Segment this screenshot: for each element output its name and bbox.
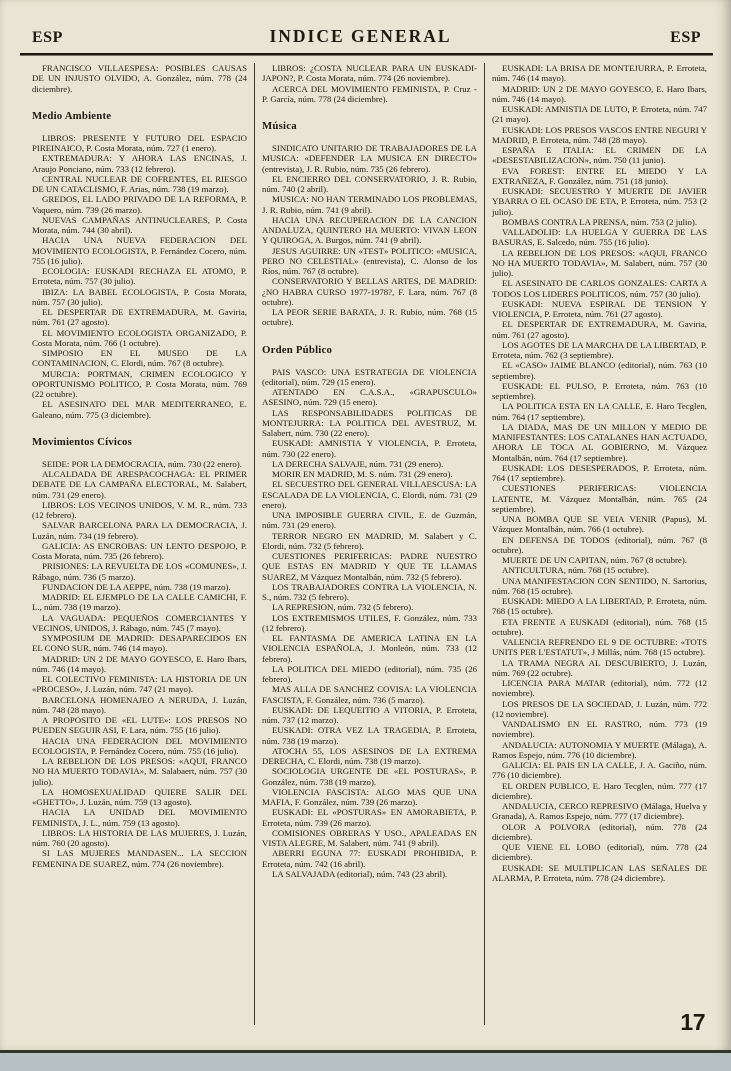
index-entry: PAIS VASCO: UNA ESTRATEGIA DE VIOLENCIA (editorial), núm. 729 (15 enero). (262, 366, 477, 387)
index-entry: LA REPRESION, núm. 732 (5 febrero). (272, 602, 414, 613)
index-columns (32, 63, 707, 1025)
index-entry: VANDALISMO EN EL RASTRO, núm. 773 (19 noviembre). (492, 719, 707, 740)
page-title: INDICE GENERAL (269, 26, 452, 46)
index-entry: LICENCIA PARA MATAR (editorial), núm. 772 (12 noviembre). (492, 678, 707, 699)
index-entry: EL ORDEN PUBLICO, E. Haro Tecglen, núm. 777 (17 diciembre). (492, 780, 707, 801)
index-entry: LIBROS: LA HISTORIA DE LAS MUJERES, J. Luzán, núm. 760 (20 agosto). (32, 827, 247, 848)
index-entry: EL FANTASMA DE AMERICA LATINA EN LA VIOLENCIA ESPAÑOLA, J. Monleón, núm. 733 (12 febrero). (262, 633, 477, 664)
index-entry: COMISIONES OBRERAS Y USO., APALEADAS EN VISTA ALEGRE, M. Salabert, núm. 741 (9 abril). (262, 827, 477, 848)
index-entry: IBIZA: LA BABEL ECOLOGISTA, P. Costa Morata, núm. 757 (30 julio). (32, 286, 247, 307)
index-entry: BOMBAS CONTRA LA PRENSA, núm. 753 (2 julio). (502, 216, 698, 227)
index-entry: EL MOVIMIENTO ECOLOGISTA ORGANIZADO, P. Costa Morata, núm. 766 (1 octubre). (32, 327, 247, 348)
index-entry: EUSKADI: LA BRISA DE MONTEJURRA, P. Erroteta, núm. 746 (14 mayo). (492, 63, 707, 84)
index-entry: MADRID: UN 2 DE MAYO GOYESCO, E. Haro Ibars, núm. 746 (14 mayo). (32, 653, 247, 674)
index-entry: LA TRAMA NEGRA AL DESCUBIERTO, J. Luzán, núm. 769 (22 octubre). (492, 657, 707, 678)
index-entry: EUSKADI: EL PULSO, P. Erroteta, núm. 763 (10 septiembre). (492, 380, 707, 401)
page-number: 17 (680, 1009, 705, 1035)
index-entry: GREDOS, EL LADO PRIVADO DE LA REFORMA, P. Vaquero, núm. 739 (26 marzo). (32, 194, 247, 215)
index-entry: EN DEFENSA DE TODOS (editorial), núm. 767 (8 octubre). (492, 534, 707, 555)
index-entry: EL «CASO» JAIME BLANCO (editorial), núm. 763 (10 septiembre). (492, 360, 707, 381)
index-entry: MURCIA: PORTMAN, CRIMEN ECOLOGICO Y OPORTUNISMO POLITICO, P. Costa Morata, núm. 769 (22 octubre). (32, 368, 247, 399)
index-entry: LA PEOR SERIE BARATA, J. R. Rubio, núm. 768 (15 octubre). (262, 307, 477, 328)
index-entry: LA SALVAJADA (editorial), núm. 743 (23 abril). (272, 868, 448, 879)
index-entry: LA DIADA, MAS DE UN MILLON Y MEDIO DE MANIFESTANTES: LOS CATALANES HAN ACTUADO, AHORA LE TOCA AL GOBIERNO, M. Vázquez Montalbán, núm. 764 (17 septiembre). (492, 421, 707, 463)
index-entry: TERROR NEGRO EN MADRID, M. Salabert y C. Elordi, núm. 732 (5 febrero). (262, 530, 477, 551)
index-entry: EL DESPERTAR DE EXTREMADURA, M. Gaviria, núm. 761 (27 agosto). (492, 319, 707, 340)
index-entry: EUSKADI: AMNISTIA Y VIOLENCIA, P. Erroteta, núm. 730 (22 enero). (262, 438, 477, 459)
section-heading: Movimientos Cívicos (32, 435, 133, 448)
section-heading: Medio Ambiente (32, 109, 112, 122)
index-entry: SI LAS MUJERES MANDASEN... LA SECCION FEMENINA DE SUAREZ, núm. 774 (26 noviembre). (32, 848, 247, 869)
index-entry: VALLADOLID: LA HUELGA Y GUERRA DE LAS BASURAS, E. Salcedo, núm. 755 (16 julio). (492, 227, 707, 248)
index-entry: UNA MANIFESTACION CON SENTIDO, N. Sartorius, núm. 768 (15 octubre). (492, 575, 707, 596)
index-entry: LOS PRESOS DE LA SOCIEDAD, J. Luzán, núm. 772 (12 noviembre). (492, 698, 707, 719)
index-entry: HACIA UNA RECUPERACION DE LA CANCION ANDALUZA, QUINTERO HA MUERTO: VIVAN LEON Y QUIROGA, A. Burgos, núm. 741 (9 abril). (262, 214, 477, 246)
index-entry: LIBROS: PRESENTE Y FUTURO DEL ESPACIO PIREINAICO, P. Costa Morata, núm. 727 (1 enero). (32, 132, 247, 153)
index-entry: ACERCA DEL MOVIMIENTO FEMINISTA, P. Cruz - P. García, núm. 778 (24 diciembre). (262, 83, 477, 104)
index-entry: ALCALDADA DE ARESPACOCHAGA: EL PRIMER DEBATE DE LA CAMPAÑA ELECTORAL, M. Salabert, núm. 731 (29 enero). (32, 469, 247, 500)
index-entry: HACIA UNA FEDERACION DEL MOVIMIENTO ECOLOGISTA, P. Fernández Cocero, núm. 755 (16 julio). (32, 735, 247, 756)
index-entry: LA REBELION DE LOS PRESOS: «AQUI, FRANCO NO HA MUERTO TODAVIA», M. Salabert, núm. 757 (30 julio). (492, 247, 707, 278)
section-heading: Música (262, 120, 297, 132)
index-entry: LA POLITICA DEL MIEDO (editorial), núm. 735 (26 febrero). (262, 663, 477, 684)
index-entry: EUSKADI: OTRA VEZ LA TRAGEDIA, P. Erroteta, núm. 738 (19 marzo). (262, 725, 477, 746)
index-entry: LAS RESPONSABILIDADES POLITICAS DE MONTEJURRA: LA POLITICA DEL AVESTRUZ, M. Salabert, núm. 730 (22 enero). (262, 407, 477, 438)
index-entry: EVA FOREST: ENTRE EL MIEDO Y LA EXTRAÑEZA, F. González, núm. 751 (18 junio). (492, 165, 707, 186)
index-entry: ESPAÑA E ITALIA: EL CRIMEN DE LA «DESESTABILIZACION», núm. 750 (11 junio). (492, 145, 707, 166)
scan-background-strip (0, 1050, 731, 1071)
index-entry: SYMPOSIUM DE MADRID: DESAPARECIDOS EN EL CONO SUR, núm. 746 (14 mayo). (32, 633, 247, 654)
index-entry: EUSKADI: AMNISTIA DE LUTO, P. Erroteta, núm. 747 (21 mayo). (492, 104, 707, 125)
index-entry: UNA IMPOSIBLE GUERRA CIVIL, E. de Guzmán, núm. 731 (29 enero). (262, 510, 477, 531)
index-entry: ANDALUCIA, CERCO REPRESIVO (Málaga, Huelva y Granada), A. Ramos Espejo, núm. 777 (17 diciembre). (492, 801, 707, 822)
index-entry: LIBROS: LOS VECINOS UNIDOS, V. M. R., núm. 733 (12 febrero). (32, 499, 247, 520)
index-entry: MORIR EN MADRID, M. S. núm. 731 (29 enero). (272, 469, 453, 479)
index-entry: MADRID: EL EJEMPLO DE LA CALLE CAMICHI, F. L., núm. 738 (19 marzo). (32, 592, 247, 613)
index-entry: EL COLECTIVO FEMINISTA: LA HISTORIA DE UN «PROCESO», J. Luzán, núm. 747 (21 mayo). (32, 674, 247, 695)
header-rule (20, 53, 713, 56)
index-entry: HACIA LA UNIDAD DEL MOVIMIENTO FEMINISTA, J. L., núm. 759 (13 agosto). (32, 807, 247, 828)
index-entry: EUSKADI: SE MULTIPLICAN LAS SEÑALES DE ALARMA, P. Erroteta, núm. 778 (24 diciembre). (492, 862, 707, 883)
index-entry: LA VAGUADA: PEQUEÑOS COMERCIANTES Y VECINOS, UNIDOS, J. Rábago, núm. 745 (7 mayo). (32, 612, 247, 633)
index-entry: EL DESPERTAR DE EXTREMADURA, M. Gaviria, núm. 761 (27 agosto). (32, 307, 247, 328)
index-column-2 (255, 63, 484, 1025)
index-entry: GALICIA: EL PAIS EN LA CALLE, J. A. Gaciño, núm. 776 (10 diciembre). (492, 760, 707, 781)
column-divider (254, 63, 255, 1025)
index-entry: EUSKADI: DE LEQUEITIO A VITORIA, P. Erroteta, núm. 737 (12 marzo). (262, 704, 477, 725)
index-entry: MUSICA: NO HAN TERMINADO LOS PROBLEMAS, J. R. Rubio, núm. 741 (9 abril). (262, 194, 477, 215)
index-entry: BARCELONA HOMENAJEO A NERUDA, J. Luzán, núm. 748 (28 mayo). (32, 694, 247, 715)
index-entry: ATENTADO EN C.A.S.A., «GRAPUSCULO» ASESINO, núm. 729 (15 enero). (262, 387, 477, 408)
index-entry: CENTRAL NUCLEAR DE COFRENTES, EL RIESGO DE UN CATACLISMO, F. Arias, núm. 738 (19 marzo). (32, 173, 247, 194)
column-divider (484, 63, 485, 1025)
index-entry: EUSKADI: EL «POSTURAS» EN AMORABIETA, P. Erroteta, núm. 739 (26 marzo). (262, 807, 477, 828)
index-entry: MUERTE DE UN CAPITAN, núm. 767 (8 octubre). (502, 555, 687, 565)
index-entry: OLOR A POLVORA (editorial), núm. 778 (24 diciembre). (492, 821, 707, 842)
index-entry: SALVAR BARCELONA PARA LA DEMOCRACIA, J. Luzán, núm. 734 (19 febrero). (32, 520, 247, 541)
header-left-label: ESP (32, 29, 63, 46)
index-entry: LA DERECHA SALVAJE, núm. 731 (29 enero). (272, 458, 444, 469)
index-entry: JESUS AGUIRRE: UN «TEST» POLITICO: «MUSICA, PERO NO CELESTIAL» (entrevista), C. Alonso de los Ríos, núm. 767 (8 octubre). (262, 245, 477, 276)
index-entry: VALENCIA REFRENDO EL 9 DE OCTUBRE: «TOTS UNITS PER L'ESTATUT», J Millás, núm. 768 (15 octubre). (492, 637, 707, 658)
index-entry: VIOLENCIA FASCISTA: ALGO MAS QUE UNA MAFIA, F. González, núm. 739 (26 marzo). (262, 786, 477, 807)
header-right-label: ESP (670, 29, 701, 46)
index-entry: LA HOMOSEXUALIDAD QUIERE SALIR DEL «GHETTO», J. Luzán, núm. 759 (13 agosto). (32, 786, 247, 807)
section-heading: Orden Público (262, 343, 333, 356)
index-entry: LA REBELION DE LOS PRESOS: «AQUI, FRANCO NO HA MUERTO TODAVIA», M. Salabaert, núm. 757 (30 julio). (32, 756, 247, 787)
index-entry: EL ASESINATO DE CARLOS GONZALES: CARTA A TODOS LOS LIDERES POLITICOS, núm. 757 (30 julio). (492, 278, 707, 299)
index-entry: EUSKADI: MIEDO A LA LIBERTAD, P. Erroteta, núm. 768 (15 octubre). (492, 596, 707, 617)
index-entry: A PROPOSITO DE «EL LUTE»: LOS PRESOS NO PUEDEN SEGUIR ASI, F. Lara, núm. 755 (16 julio). (32, 715, 247, 736)
index-entry: LA POLITICA ESTA EN LA CALLE, E. Haro Tecglen, núm. 764 (17 septiembre). (492, 401, 707, 422)
index-entry: GALICIA: AS ENCROBAS: UN LENTO DESPOJO, P. Costa Morata, núm. 735 (26 febrero). (32, 540, 247, 561)
index-entry: EUSKADI: NUEVA ESPIRAL DE TENSION Y VIOLENCIA, P. Erroteta, núm. 761 (27 agosto). (492, 298, 707, 319)
index-entry: CONSERVATORIO Y BELLAS ARTES, DE MADRID: ¿NO HABRA CURSO 1977-1978?, F. Lara, núm. 767 (8 octubre). (262, 276, 477, 307)
index-entry: LOS TRABAJADORES CONTRA LA VIOLENCIA, N. S., núm. 732 (5 febrero). (262, 581, 477, 602)
index-entry: HACIA UNA NUEVA FEDERACION DEL MOVIMIENTO ECOLOGISTA, P. Fernández Cocero, núm. 755 (16 julio). (32, 235, 247, 266)
index-entry: MADRID: UN 2 DE MAYO GOYESCO, E. Haro Ibars, núm. 746 (14 mayo). (492, 83, 707, 104)
index-entry: SINDICATO UNITARIO DE TRABAJADORES DE LA MUSICA: «DEFENDER LA MUSICA EN DIRECTO» (entrevista), J. R. Rubio, núm. 735 (26 febrero). (262, 143, 477, 174)
index-entry: QUE VIENE EL LOBO (editorial), núm. 778 (24 diciembre). (492, 842, 707, 863)
index-column-3 (485, 63, 707, 1025)
index-entry: ECOLOGIA: EUSKADI RECHAZA EL ATOMO, P. Erroteta, núm. 757 (30 julio). (32, 266, 247, 287)
index-entry: LOS EXTREMISMOS UTILES, F. González, núm. 733 (12 febrero). (262, 612, 477, 633)
index-entry: SIMPOSIO EN EL MUSEO DE LA CONTAMINACION, C. Elordi, núm. 767 (8 octubre). (32, 348, 247, 369)
index-entry: EL ASESINATO DEL MAR MEDITERRANEO, E. Galeano, núm. 775 (3 diciembre). (32, 399, 247, 420)
index-entry: PRISIONES: LA REVUELTA DE LOS «COMUNES», J. Rábago, núm. 736 (5 marzo). (32, 561, 247, 582)
index-entry: EL SECUESTRO DEL GENERAL VILLAESCUSA: LA ESCALADA DE LA VIOLENCIA, C. Elordi, núm. 731 (29 enero). (262, 479, 477, 510)
index-column-1 (32, 63, 254, 1025)
index-entry: EUSKADI: SECUESTRO Y MUERTE DE JAVIER YBARRA O EL OCASO DE ETA, P. Erroteta, núm. 753 (2 julio). (492, 186, 707, 217)
index-entry: ATOCHA 55, LOS ASESINOS DE LA EXTREMA DERECHA, C. Elordi, núm. 738 (19 marzo). (262, 745, 477, 766)
index-entry: MAS ALLA DE SANCHEZ COVISA: LA VIOLENCIA FASCISTA, F. González, núm. 736 (5 marzo). (262, 684, 477, 705)
index-entry: NUEVAS CAMPAÑAS ANTINUCLEARES, P. Costa Morata, núm. 744 (30 abril). (32, 214, 247, 235)
index-entry: SEIDE: POR LA DEMOCRACIA, núm. 730 (22 enero). (42, 458, 242, 469)
index-entry: FRANCISCO VILLAESPESA: POSIBLES CAUSAS DE UN INJUSTO OLVIDO, A. González, núm. 778 (24 diciembre). (32, 63, 247, 94)
index-entry: ANTICULTURA, núm. 768 (15 octubre). (502, 565, 650, 576)
index-entry: ANDALUCIA: AUTONOMIA Y MUERTE (Málaga), A. Ramos Espejo, núm. 776 (10 diciembre). (492, 739, 707, 760)
index-entry: EUSKADI: LOS PRESOS VASCOS ENTRE NEGURI Y MADRID, P. Erroteta, núm. 748 (28 mayo). (492, 124, 707, 145)
index-entry: LIBROS: ¿COSTA NUCLEAR PARA UN EUSKADI-JAPON?, P. Costa Morata, núm. 774 (26 noviembre). (262, 63, 477, 84)
index-entry: EUSKADI: LOS DESESPERADOS, P. Erroteta, núm. 764 (17 septiembre). (492, 462, 707, 483)
index-entry: ABERRI EGUNA 77: EUSKADI PROHIBIDA, P. Erroteta, núm. 742 (16 abril). (262, 848, 477, 869)
index-entry: LOS AGOTES DE LA MARCHA DE LA LIBERTAD, P. Erroteta, núm. 762 (3 septiembre). (492, 339, 707, 360)
index-entry: ETA FRENTE A EUSKADI (editorial), núm. 768 (15 octubre). (492, 616, 707, 637)
index-entry: SOCIOLOGIA URGENTE DE «EL POSTURAS», P. González, núm. 738 (19 marzo). (262, 766, 477, 787)
index-entry: CUESTIONES PERIFERICAS: VIOLENCIA LATENTE, M. Vázquez Montalbán, núm. 765 (24 septiembre). (492, 483, 707, 514)
index-entry: FUNDACION DE LA AEPPE, núm. 738 (19 marzo). (42, 581, 231, 592)
page-header (0, 0, 731, 53)
index-entry: EL ENCIERRO DEL CONSERVATORIO, J. R. Rubio, núm. 740 (2 abril). (262, 173, 477, 194)
index-entry: EXTREMADURA: Y AHORA LAS ENCINAS, J. Araujo Ponciano, núm. 733 (12 febrero). (32, 153, 247, 174)
index-entry: CUESTIONES PERIFERICAS: PADRE NUESTRO QUE ESTAS EN MADRID Y QUE TE LLAMAS SUAREZ, M Vázquez Montalbán, núm. 732 (5 febrero). (262, 551, 477, 582)
index-entry: UNA BOMBA QUE SE VEIA VENIR (Papus), M. Vázquez Montalbán, núm. 766 (1 octubre). (492, 514, 707, 535)
